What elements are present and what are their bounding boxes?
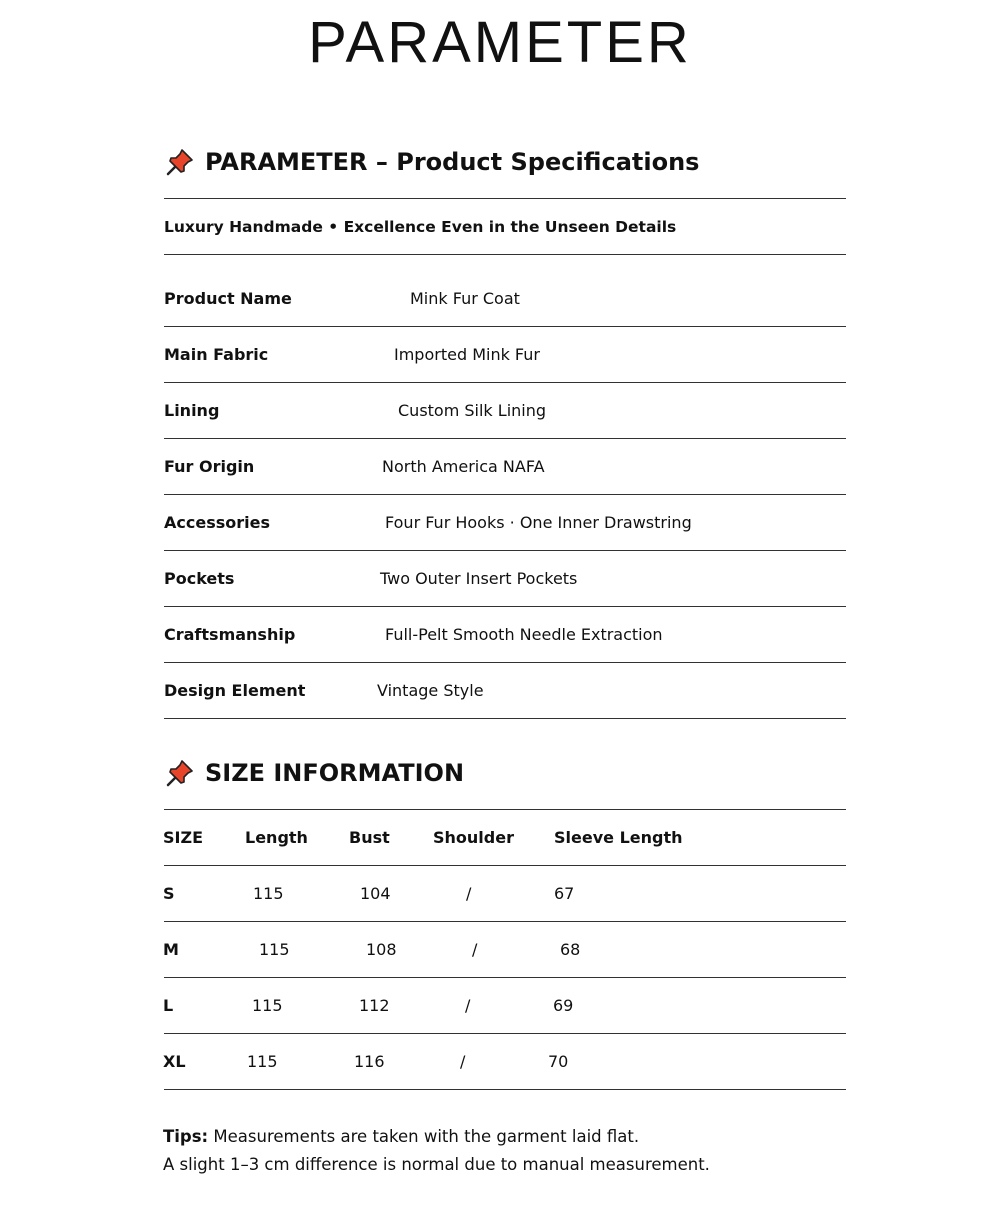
spec-label: Main Fabric [164,345,269,364]
table-cell: 104 [360,884,391,903]
table-cell: 115 [253,884,284,903]
divider [164,718,846,719]
spec-label: Product Name [164,289,292,308]
column-header: SIZE [163,828,204,847]
column-header: Sleeve Length [554,828,683,847]
tips-note [163,1123,710,1179]
specs-subtitle: Luxury Handmade • Excellence Even in the Unseen Details [164,218,677,236]
divider [164,1089,846,1090]
spec-label: Fur Origin [164,457,255,476]
divider [164,494,846,495]
table-cell: 115 [247,1052,278,1071]
divider [164,438,846,439]
divider [164,382,846,383]
divider [164,809,846,810]
table-cell: 69 [553,996,574,1015]
table-cell: / [460,1052,466,1071]
spec-label: Accessories [164,513,270,532]
table-cell: / [465,996,471,1015]
table-cell-size: L [163,996,174,1015]
table-cell: 70 [548,1052,569,1071]
pushpin-icon [165,758,195,788]
tips-line-2: A slight 1–3 cm difference is normal due to manual measurement. [163,1155,710,1174]
table-cell-size: S [163,884,175,903]
table-cell: 115 [259,940,290,959]
spec-label: Pockets [164,569,235,588]
tips-line-1: Measurements are taken with the garment laid flat. [208,1127,640,1146]
size-heading [165,758,464,788]
spec-value: Imported Mink Fur [394,345,540,364]
divider [164,662,846,663]
divider [164,1033,846,1034]
divider [164,606,846,607]
specs-heading-text: PARAMETER – Product Specifications [205,148,700,176]
table-cell: 108 [366,940,397,959]
column-header: Shoulder [433,828,514,847]
spec-value: Mink Fur Coat [410,289,520,308]
divider [164,865,846,866]
spec-value: Full-Pelt Smooth Needle Extraction [385,625,663,644]
spec-value: Two Outer Insert Pockets [380,569,578,588]
spec-value: Custom Silk Lining [398,401,547,420]
table-cell: 68 [560,940,581,959]
spec-value: North America NAFA [382,457,545,476]
specs-heading [165,147,699,177]
divider [164,326,846,327]
table-cell-size: M [163,940,179,959]
table-cell: 112 [359,996,390,1015]
column-header: Bust [349,828,390,847]
divider [164,550,846,551]
divider [164,977,846,978]
table-cell: 116 [354,1052,385,1071]
tips-label: Tips: [163,1127,209,1146]
divider [164,254,846,255]
spec-label: Craftsmanship [164,625,296,644]
spec-value: Four Fur Hooks · One Inner Drawstring [385,513,692,532]
size-heading-text: SIZE INFORMATION [205,759,465,787]
table-cell: / [472,940,478,959]
column-header: Length [245,828,308,847]
page-title: PARAMETER [308,10,692,75]
divider [164,198,846,199]
spec-label: Lining [164,401,220,420]
pushpin-icon [165,147,195,177]
table-cell-size: XL [163,1052,186,1071]
spec-value: Vintage Style [377,681,484,700]
table-cell: 115 [252,996,283,1015]
table-cell: 67 [554,884,575,903]
divider [164,921,846,922]
table-cell: / [466,884,472,903]
spec-label: Design Element [164,681,306,700]
